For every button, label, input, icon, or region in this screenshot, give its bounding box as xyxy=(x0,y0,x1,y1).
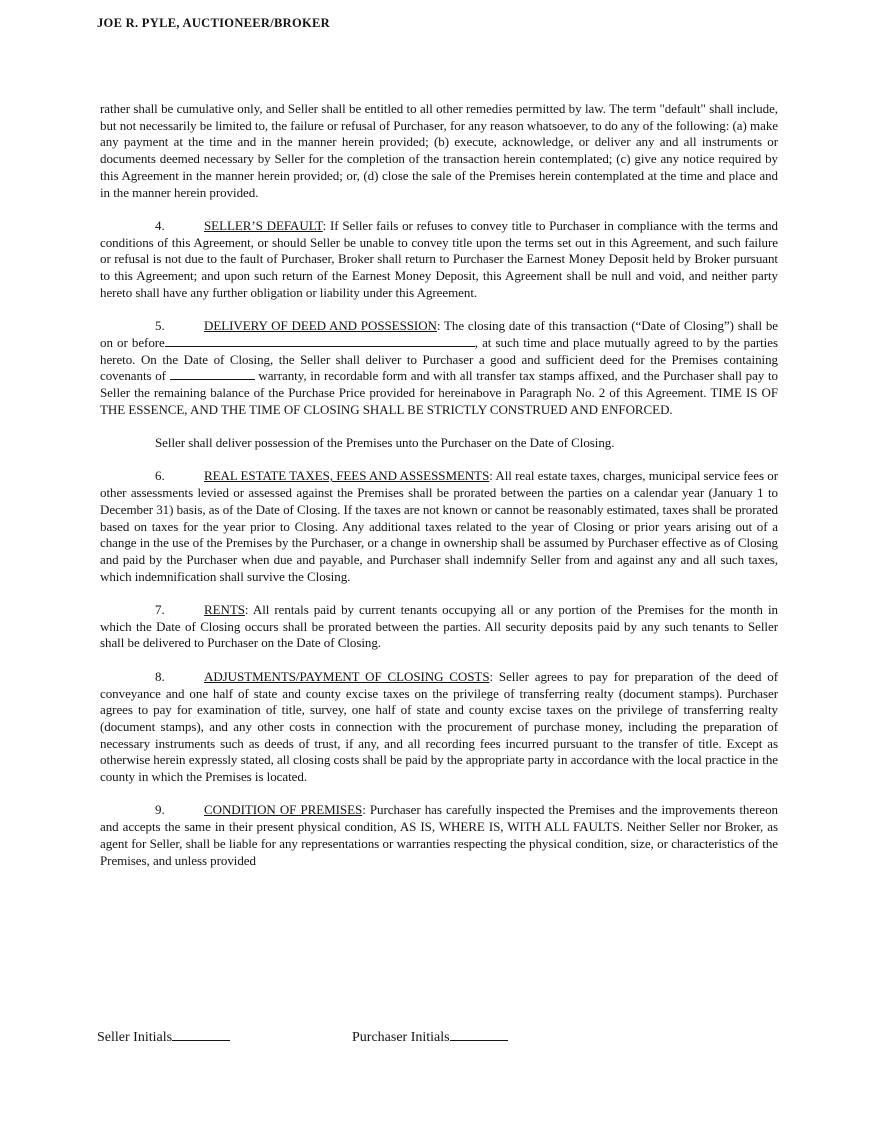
seller-initials-blank xyxy=(172,1029,230,1041)
purchaser-initials-line xyxy=(352,1029,508,1046)
purchaser-initials-blank xyxy=(450,1029,508,1041)
paragraph-default-remedies-continuation xyxy=(100,101,778,201)
paragraph-text: : All rentals paid by current tenants occupying all or any portion of the Premises for the month in which the Date of Closing occurs shall be prorated between the parties. All security deposits paid by any such tenants to Seller shall be delivered to Purchaser on the Date of Closing. xyxy=(100,602,778,651)
paragraph-9-condition-of-premises xyxy=(100,802,778,869)
paragraph-heading: SELLER’S DEFAULT xyxy=(204,217,323,233)
paragraph-text: , at such time and place mutually agreed to by the parties hereto. On the Date of Closing, the Seller shall deliver to Purchaser a good and sufficient deed for the Premises containing covenants of xyxy=(100,334,778,384)
paragraph-text: rather shall be cumulative only, and Seller shall be entitled to all other remedies permitted by law. The term "default" shall include, but not necessarily be limited to, the failure or refusal of Purchaser, for any reason whatsoever, to do any of the following: (a) make any payment at the time and in the manner herein provided; (b) execute, acknowledge, or deliver any and all instruments or documents deemed necessary by Seller for the completion of the transaction herein contemplated; (c) give any notice required by this Agreement in the manner herein provided; or, (d) close the sale of the Premises herein contemplated at the time and place and in the manner herein provided. xyxy=(100,101,778,200)
paragraph-heading: RENTS xyxy=(204,602,245,618)
seller-initials-label: Seller Initials xyxy=(97,1029,173,1045)
paragraph-number: 9. xyxy=(155,802,165,818)
paragraph-heading: ADJUSTMENTS/PAYMENT OF CLOSING COSTS xyxy=(204,668,490,684)
paragraph-text: : Seller agrees to pay for preparation of the deed of conveyance and one half of state and county excise taxes on the privilege of transferring realty (document stamps). Purchaser agrees to pay for examination of title, survey, one half of state and county excise taxes on the privilege of transferring realty (document stamps), and any other costs in connection with the procurement of purchase money, including the preparation of necessary instruments such as deeds of trust, if any, and all recording fees incurred pursuant to the transfer of title. Except as otherwise herein expressly stated, all closing costs shall be paid by the appropriate party in accordance with the local practice in the county in which the Premises is located. xyxy=(100,668,779,785)
paragraph-7-rents xyxy=(100,602,778,652)
paragraph-text: : The closing date of this transaction (“Date of Closing”) shall be on or before xyxy=(100,318,779,350)
paragraph-4-sellers-default xyxy=(100,218,778,302)
paragraph-number: 8. xyxy=(155,668,165,684)
paragraph-heading: DELIVERY OF DEED AND POSSESSION xyxy=(204,318,437,334)
fill-in-blank xyxy=(165,336,475,347)
paragraph-possession-statement xyxy=(100,435,778,452)
document-body xyxy=(100,101,778,886)
paragraph-text: warranty, in recordable form and with all transfer tax stamps affixed, and the Purchaser shall pay to Seller the remaining balance of the Purchase Price provided for hereinabove in Paragraph No. 2 of this Agreement. TIME IS OF THE ESSENCE, AND THE TIME OF CLOSING SHALL BE STRICTLY CONSTRUED AND ENFORCED. xyxy=(100,368,778,417)
paragraph-6-real-estate-taxes xyxy=(100,468,778,585)
purchaser-initials-label: Purchaser Initials xyxy=(352,1029,450,1045)
fill-in-blank xyxy=(170,369,255,380)
seller-initials-line xyxy=(97,1029,230,1046)
paragraph-number: 7. xyxy=(155,602,165,618)
paragraph-text: : All real estate taxes, charges, municipal service fees or other assessments levied or assessed against the Premises shall be prorated between the parties on a calendar year (January 1 to December 31) basis, as of the Date of Closing. If the taxes are not known or cannot be reasonably estimated, taxes shall be prorated based on taxes for the year prior to Closing. Any additional taxes related to the year of Closing or prior years arising out of a change in the use of the Premises by the Purchaser, or a change in ownership shall be assumed by Purchaser effective as of Closing and paid by the Purchaser when due and payable, and Purchaser shall indemnify Seller from and against any and all such taxes, which indemnification shall survive the Closing. xyxy=(100,468,778,584)
paragraph-number: 5. xyxy=(155,318,165,334)
paragraph-text: : Purchaser has carefully inspected the Premises and the improvements thereon and accepts the same in their present physical condition, AS IS, WHERE IS, WITH ALL FAULTS. Neither Seller nor Broker, as agent for Seller, shall be liable for any representations or warranties respecting the physical condition, size, or characteristics of the Premises, and unless provided xyxy=(100,802,778,868)
paragraph-number: 6. xyxy=(155,468,165,484)
paragraph-8-adjustments-closing-costs xyxy=(100,669,778,786)
broker-header: JOE R. PYLE, AUCTIONEER/BROKER xyxy=(97,16,330,30)
paragraph-text: Seller shall deliver possession of the Premises unto the Purchaser on the Date of Closing. xyxy=(155,435,615,451)
paragraph-5-delivery-of-deed-and-possession xyxy=(100,318,778,418)
paragraph-heading: REAL ESTATE TAXES, FEES AND ASSESSMENTS xyxy=(204,468,490,484)
paragraph-heading: CONDITION OF PREMISES xyxy=(204,802,363,818)
paragraph-number: 4. xyxy=(155,217,165,233)
paragraph-text: : If Seller fails or refuses to convey title to Purchaser in compliance with the terms and conditions of this Agreement, or should Seller be unable to convey title upon the terms set out in this Agreement, and such failure or refusal is not due to the fault of Purchaser, Broker shall return to Purchaser the Earnest Money Deposit held by Broker pursuant to this Agreement; and upon such return of the Earnest Money Deposit, this Agreement shall be null and void, and neither party hereto shall have any further obligation or liability under this Agreement. xyxy=(100,217,778,300)
